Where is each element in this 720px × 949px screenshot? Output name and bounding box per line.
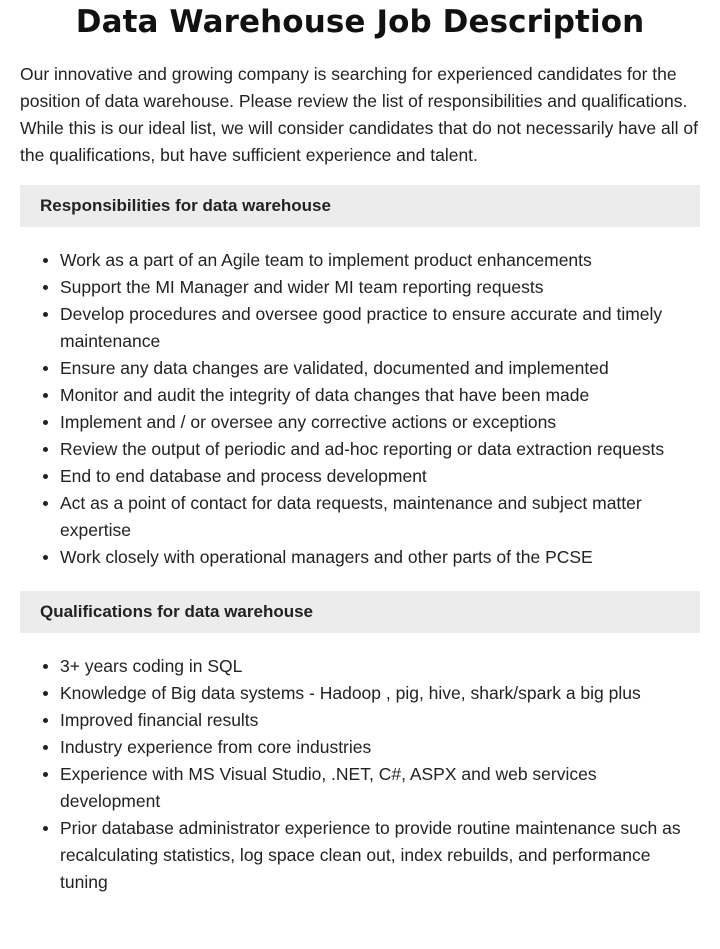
responsibility-item: Review the output of periodic and ad-hoc reporting or data extraction requests bbox=[60, 436, 700, 463]
responsibility-item: Act as a point of contact for data requests, maintenance and subject matter expertise bbox=[60, 490, 700, 544]
responsibility-item: Monitor and audit the integrity of data changes that have been made bbox=[60, 382, 700, 409]
responsibility-item: Work closely with operational managers and other parts of the PCSE bbox=[60, 544, 700, 571]
responsibility-item: Implement and / or oversee any corrective actions or exceptions bbox=[60, 409, 700, 436]
page-title: Data Warehouse Job Description bbox=[75, 4, 645, 40]
intro-paragraph: Our innovative and growing company is searching for experienced candidates for the position of data warehouse. Please review the list of responsibilities and qualifications. While this is our ideal list, we will consider candidates that do not necessarily have all of the qualifications, but have sufficient experience and talent. bbox=[20, 64, 698, 165]
qualifications-list bbox=[20, 653, 700, 896]
qualification-item: Improved financial results bbox=[60, 707, 700, 734]
qualification-item: Knowledge of Big data systems - Hadoop , pig, hive, shark/spark a big plus bbox=[60, 680, 700, 707]
qualification-item: 3+ years coding in SQL bbox=[60, 653, 700, 680]
qualification-item: Prior database administrator experience to provide routine maintenance such as recalculating statistics, log space clean out, index rebuilds, and performance tuning bbox=[60, 815, 700, 896]
responsibility-item: End to end database and process development bbox=[60, 463, 700, 490]
responsibility-item: Support the MI Manager and wider MI team reporting requests bbox=[60, 274, 700, 301]
responsibility-item: Ensure any data changes are validated, documented and implemented bbox=[60, 355, 700, 382]
responsibilities-list bbox=[20, 247, 700, 571]
responsibility-item: Work as a part of an Agile team to implement product enhancements bbox=[60, 247, 700, 274]
qualifications-heading: Qualifications for data warehouse bbox=[20, 591, 700, 633]
qualification-item: Experience with MS Visual Studio, .NET, C#, ASPX and web services development bbox=[60, 761, 700, 815]
responsibility-item: Develop procedures and oversee good practice to ensure accurate and timely maintenance bbox=[60, 301, 700, 355]
responsibilities-heading: Responsibilities for data warehouse bbox=[20, 185, 700, 227]
qualification-item: Industry experience from core industries bbox=[60, 734, 700, 761]
